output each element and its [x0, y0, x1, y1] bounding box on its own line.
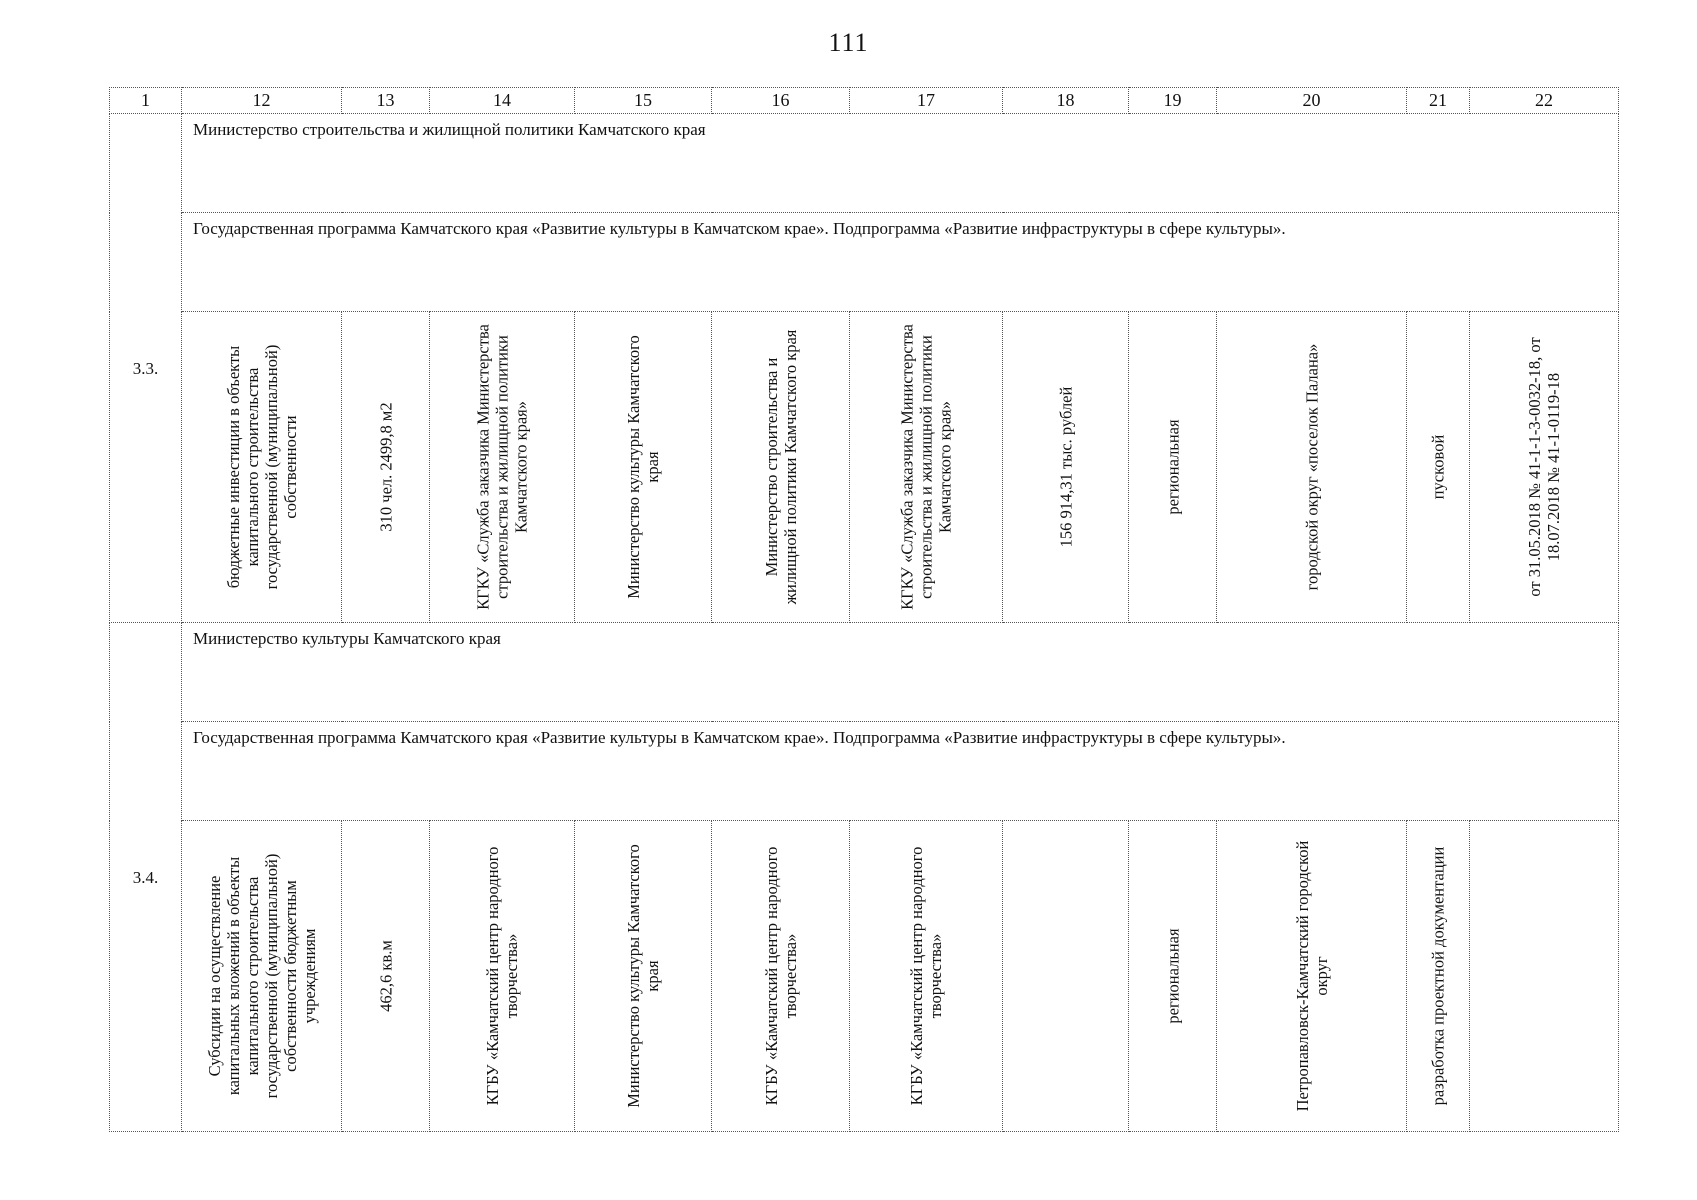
cell-municipality: Петропавловск-Камчатский городской округ — [1217, 821, 1407, 1132]
program-name: Государственная программа Камчатского края «Развитие культуры в Камчатском крае». Подпрограмма «Развитие инфраструктуры в сфере культуры». — [182, 213, 1619, 312]
cell-budget-manager: КГБУ «Камчатский центр народного творчества» — [712, 821, 850, 1132]
cell-estimated-cost: 156 914,31 тыс. рублей — [1003, 312, 1129, 623]
col-header: 21 — [1407, 88, 1470, 114]
cell-ownership: региональная — [1129, 821, 1217, 1132]
section-3-3-program-row — [110, 213, 1619, 312]
col-header: 1 — [110, 88, 182, 114]
cell-investment-type: Субсидии на осуществление капитальных вложений в объекты капитального строительства государственной (муниципальной) собственности бюджетным учреждениям — [182, 821, 342, 1132]
investment-table — [109, 87, 1619, 1132]
col-header: 15 — [575, 88, 712, 114]
col-header: 12 — [182, 88, 342, 114]
cell-investment-type: бюджетные инвестиции в объекты капитального строительства государственной (муниципальной) собственности — [182, 312, 342, 623]
cell-stage: пусковой — [1407, 312, 1470, 623]
agency-name: Министерство строительства и жилищной политики Камчатского края — [182, 114, 1619, 213]
column-number-row — [110, 88, 1619, 114]
cell-expertise: от 31.05.2018 № 41-1-1-3-0032-18, от 18.07.2018 № 41-1-0119-18 — [1470, 312, 1619, 623]
cell-capacity: 310 чел. 2499,8 м2 — [342, 312, 430, 623]
col-header: 18 — [1003, 88, 1129, 114]
col-header: 19 — [1129, 88, 1217, 114]
cell-responsible-authority: Министерство культуры Камчатского края — [575, 312, 712, 623]
cell-responsible-authority: Министерство культуры Камчатского края — [575, 821, 712, 1132]
cell-developer: КГКУ «Служба заказчика Министерства строительства и жилищной политики Камчатского края» — [850, 312, 1003, 623]
section-3-3-agency-row — [110, 114, 1619, 213]
section-3-4-program-row — [110, 722, 1619, 821]
col-header: 13 — [342, 88, 430, 114]
cell-capacity: 462,6 кв.м — [342, 821, 430, 1132]
cell-customer: КГБУ «Камчатский центр народного творчества» — [430, 821, 575, 1132]
row-number: 3.4. — [110, 623, 182, 1132]
cell-municipality: городской округ «поселок Палана» — [1217, 312, 1407, 623]
page-number: 111 — [828, 28, 869, 57]
col-header: 22 — [1470, 88, 1619, 114]
col-header: 20 — [1217, 88, 1407, 114]
row-number: 3.3. — [110, 114, 182, 623]
cell-estimated-cost — [1003, 821, 1129, 1132]
cell-stage: разработка проектной документации — [1407, 821, 1470, 1132]
section-3-4-entry-row — [110, 821, 1619, 1132]
section-3-3-entry-row — [110, 312, 1619, 623]
cell-developer: КГБУ «Камчатский центр народного творчества» — [850, 821, 1003, 1132]
section-3-4-agency-row — [110, 623, 1619, 722]
cell-budget-manager: Министерство строительства и жилищной политики Камчатского края — [712, 312, 850, 623]
cell-expertise — [1470, 821, 1619, 1132]
col-header: 16 — [712, 88, 850, 114]
col-header: 17 — [850, 88, 1003, 114]
cell-customer: КГКУ «Служба заказчика Министерства строительства и жилищной политики Камчатского края» — [430, 312, 575, 623]
program-name: Государственная программа Камчатского края «Развитие культуры в Камчатском крае». Подпрограмма «Развитие инфраструктуры в сфере культуры». — [182, 722, 1619, 821]
agency-name: Министерство культуры Камчатского края — [182, 623, 1619, 722]
col-header: 14 — [430, 88, 575, 114]
cell-ownership: региональная — [1129, 312, 1217, 623]
